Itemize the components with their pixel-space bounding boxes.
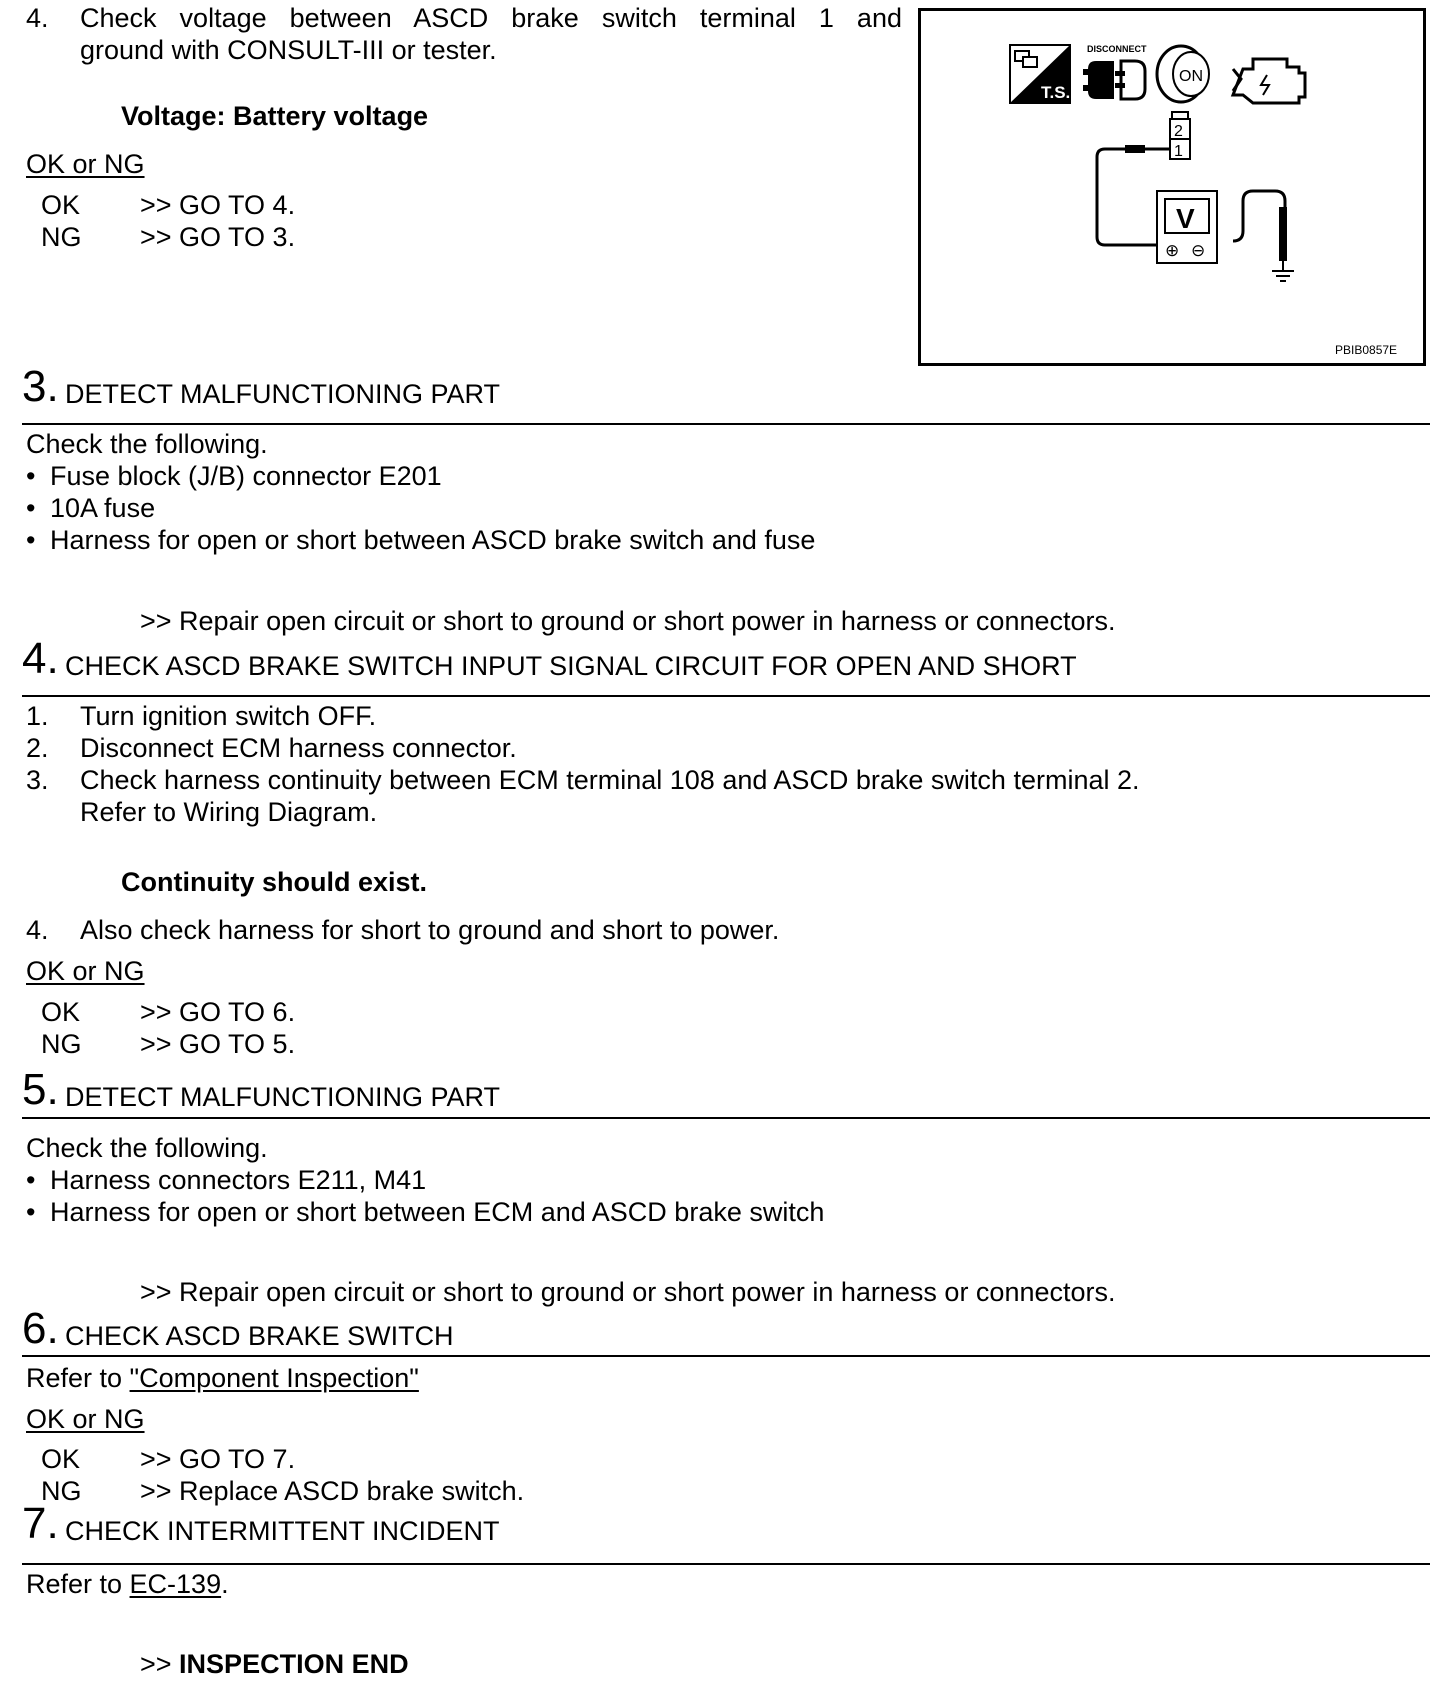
- refer-text: [26, 1568, 229, 1600]
- bullet: •: [26, 525, 36, 555]
- step-text: ground with CONSULT-III or tester.: [80, 35, 497, 65]
- pin-2: 2: [1174, 123, 1183, 140]
- step-text: Refer to Wiring Diagram.: [80, 797, 378, 827]
- section-number: 6.: [22, 1304, 59, 1353]
- figure-code: PBIB0857E: [1335, 343, 1398, 357]
- disconnect-label: DISCONNECT: [1087, 44, 1147, 54]
- voltage-check-figure: [918, 8, 1426, 366]
- pin-1: 1: [1174, 143, 1183, 160]
- component-inspection-link[interactable]: "Component Inspection": [129, 1363, 419, 1393]
- ok-result: >> GO TO 6.: [140, 997, 296, 1027]
- list-item: Harness connectors E211, M41: [50, 1165, 427, 1195]
- ok-result: >> GO TO 4.: [140, 190, 296, 220]
- step-number: 1.: [26, 701, 49, 731]
- meter-plus: ⊕: [1165, 241, 1180, 261]
- figure-drawing: [921, 11, 1423, 363]
- section-title: CHECK ASCD BRAKE SWITCH INPUT SIGNAL CIRCUIT FOR OPEN AND SHORT: [65, 651, 1077, 681]
- ts-label: T.S.: [1041, 83, 1071, 102]
- meter-minus: ⊖: [1191, 241, 1206, 261]
- refer-suffix: .: [221, 1569, 229, 1599]
- ng-result: >> GO TO 5.: [140, 1029, 296, 1059]
- list-item: Fuse block (J/B) connector E201: [50, 461, 442, 491]
- ng-result: >> GO TO 3.: [140, 222, 296, 252]
- on-label: ON: [1179, 68, 1203, 85]
- result-text: >> Repair open circuit or short to ground or short power in harness or connectors.: [140, 1277, 1116, 1307]
- ts-icon: [1010, 45, 1070, 103]
- list-item: Harness for open or short between ASCD brake switch and fuse: [50, 525, 816, 555]
- section-title: DETECT MALFUNCTIONING PART: [65, 379, 501, 409]
- end-prefix: >>: [140, 1649, 180, 1679]
- section-number: 5.: [22, 1065, 59, 1114]
- connector: [1170, 112, 1190, 160]
- list-item: 10A fuse: [50, 493, 156, 523]
- intro-text: Check the following.: [26, 1133, 268, 1163]
- spec-text: Voltage: Battery voltage: [121, 101, 429, 131]
- step-number: 4.: [26, 915, 49, 945]
- ng-result: >> Replace ASCD brake switch.: [140, 1476, 525, 1506]
- ok-result: >> GO TO 7.: [140, 1444, 296, 1474]
- section-divider: [22, 1117, 1430, 1119]
- list-item: Harness for open or short between ECM and ASCD brake switch: [50, 1197, 825, 1227]
- ok-ng-heading: OK or NG: [26, 149, 145, 179]
- ok-ng-heading: OK or NG: [26, 1404, 145, 1434]
- meter-label: V: [1176, 203, 1195, 234]
- section-divider: [22, 423, 1430, 425]
- ignition-on-icon: [1157, 46, 1209, 102]
- section-divider: [22, 1355, 1430, 1357]
- section-title: CHECK ASCD BRAKE SWITCH: [65, 1321, 454, 1351]
- refer-prefix: Refer to: [26, 1569, 130, 1599]
- section-number: 4.: [22, 634, 59, 683]
- end-text: INSPECTION END: [179, 1649, 409, 1679]
- refer-prefix: Refer to: [26, 1363, 130, 1393]
- voltmeter: [1157, 191, 1217, 263]
- inspection-end: [140, 1648, 409, 1680]
- step-text: Check voltage between ASCD brake switch terminal 1 and: [80, 3, 902, 33]
- ground-symbol: [1272, 207, 1294, 281]
- ng-label: NG: [41, 1029, 82, 1059]
- step-number: 3.: [26, 765, 49, 795]
- section-title: CHECK INTERMITTENT INCIDENT: [65, 1516, 500, 1546]
- section-number: 3.: [22, 362, 59, 411]
- bullet: •: [26, 1165, 36, 1195]
- probe-tip: [1125, 145, 1145, 153]
- bullet: •: [26, 493, 36, 523]
- section-title: DETECT MALFUNCTIONING PART: [65, 1082, 501, 1112]
- section-number: 7.: [22, 1499, 59, 1548]
- section-divider: [22, 1563, 1430, 1565]
- ec-139-link[interactable]: EC-139: [129, 1569, 222, 1599]
- step-number: 4.: [26, 3, 49, 33]
- ok-label: OK: [41, 1444, 81, 1474]
- ok-label: OK: [41, 997, 81, 1027]
- ok-label: OK: [41, 190, 81, 220]
- section-divider: [22, 695, 1430, 697]
- step-number: 2.: [26, 733, 49, 763]
- step-text: Turn ignition switch OFF.: [80, 701, 377, 731]
- ng-label: NG: [41, 222, 82, 252]
- refer-text: [26, 1362, 419, 1394]
- engine-icon: [1233, 59, 1305, 103]
- step-text: Check harness continuity between ECM terminal 108 and ASCD brake switch terminal 2.: [80, 765, 1140, 795]
- ng-label: NG: [41, 1476, 82, 1506]
- step-text: Disconnect ECM harness connector.: [80, 733, 517, 763]
- bullet: •: [26, 461, 36, 491]
- spec-text: Continuity should exist.: [121, 867, 428, 897]
- ok-ng-heading: OK or NG: [26, 956, 145, 986]
- result-text: >> Repair open circuit or short to ground or short power in harness or connectors.: [140, 606, 1116, 636]
- intro-text: Check the following.: [26, 429, 268, 459]
- step-text: Also check harness for short to ground and short to power.: [80, 915, 780, 945]
- disconnect-icon: [1083, 44, 1147, 99]
- bullet: •: [26, 1197, 36, 1227]
